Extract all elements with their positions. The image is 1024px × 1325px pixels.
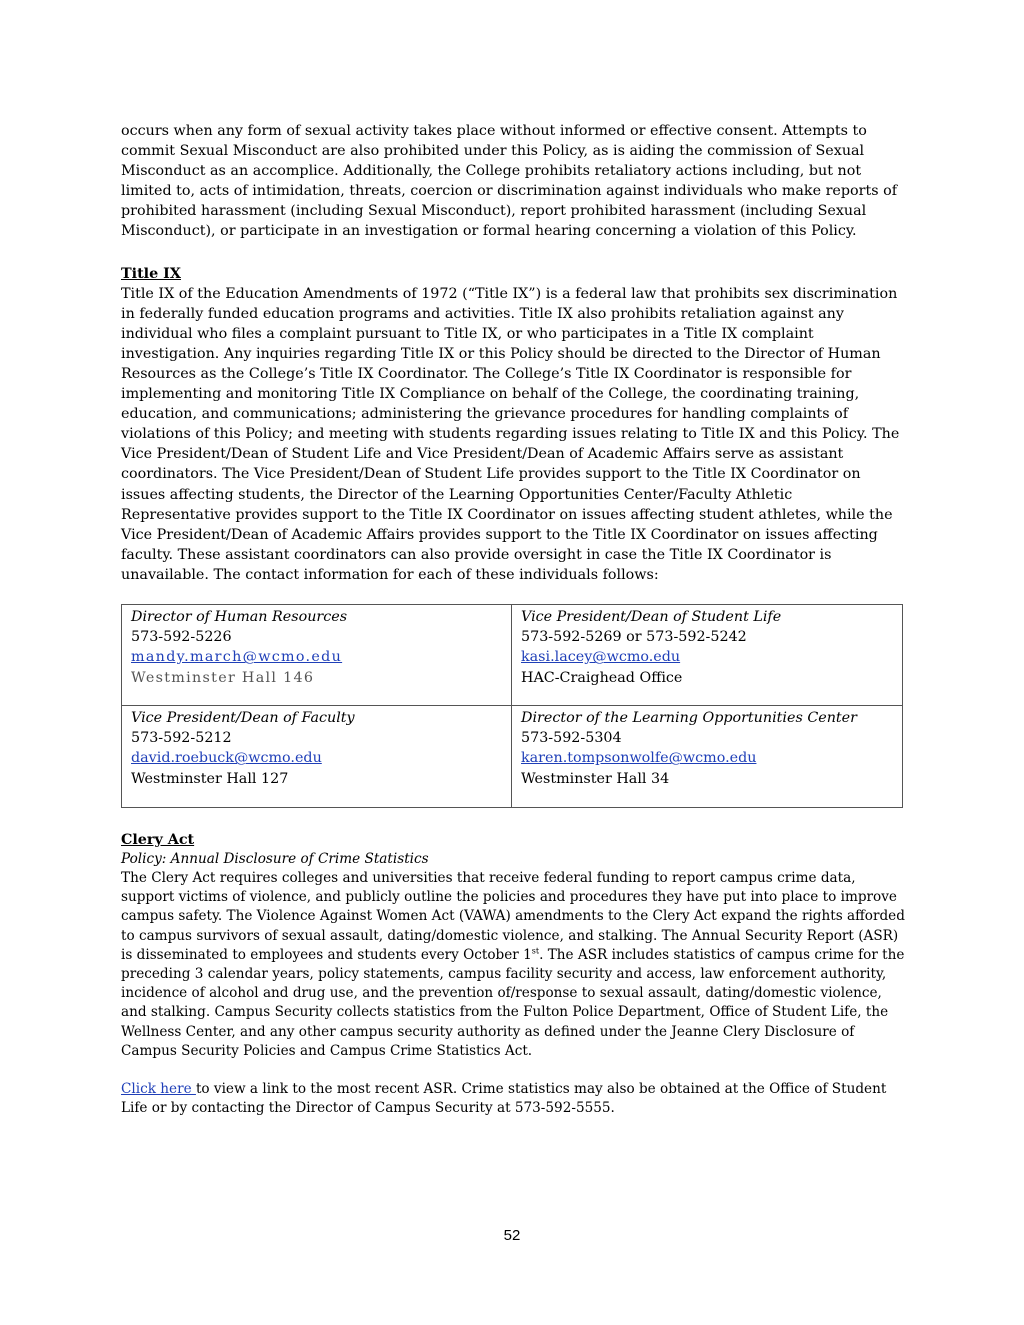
clery-act-subtitle: Policy: Annual Disclosure of Crime Statistics bbox=[121, 850, 429, 867]
contact-phone: 573-592-5269 or 573-592-5242 bbox=[521, 629, 747, 646]
contact-phone: 573-592-5226 bbox=[131, 629, 232, 646]
clery-text-part: The Clery Act requires colleges and universities that receive federal funding to report campus crime data, support victims of violence, and publicly outline the policies and procedures they have put into place to improve campus safety. The Violence Against Women Act (VAWA) amendments to the Clery Act expand the rights afforded to campus survivors of sexual assault, dating/domestic violence, and stalking. The Annual Security Report (ASR) is disseminated to employees and students every October 1 bbox=[121, 869, 905, 963]
title-ix-paragraph: Title IX of the Education Amendments of 1972 (“Title IX”) is a federal law that prohibits sex discrimination in federally funded education programs and activities. Title IX also prohibits retaliation against any individual who files a complaint pursuant to Title IX, or who participates in a Title IX complaint investigation. Any inquiries regarding Title IX or this Policy should be directed to the Director of Human Resources as the College’s Title IX Coordinator. The College’s Title IX Coordinator is responsible for implementing and monitoring Title IX Compliance on behalf of the College, the coordinating training, education, and communications; administering the grievance procedures for handling complaints of violations of this Policy; and meeting with students regarding issues relating to Title IX and this Policy. The Vice President/Dean of Student Life and Vice President/Dean of Academic Affairs serve as assistant coordinators. The Vice President/Dean of Student Life provides support to the Title IX Coordinator on issues affecting students, the Director of the Learning Opportunities Center/Faculty Athletic Representative provides support to the Title IX Coordinator on issues affecting student athletes, while the Vice President/Dean of Academic Affairs provides support to the Title IX Coordinator on issues affecting faculty. These assistant coordinators can also provide oversight in case the Title IX Coordinator is unavailable. The contact information for each of these individuals follows: bbox=[121, 285, 900, 583]
contact-phone: 573-592-5212 bbox=[131, 730, 232, 747]
intro-paragraph: occurs when any form of sexual activity takes place without informed or effective consent. Attempts to commit Sexual Misconduct are also prohibited under this Policy, as is aiding the commission of Sexual Misconduct as an accomplice. Additionally, the College prohibits retaliatory actions including, but not limited to, acts of intimidation, threats, coercion or discrimination against individuals who make reports of prohibited harassment (including Sexual Misconduct), report prohibited harassment (including Sexual Misconduct), or participate in an investigation or formal hearing concerning a violation of this Policy. bbox=[121, 123, 897, 240]
contact-office: Westminster Hall 127 bbox=[131, 770, 289, 787]
clery-text-part: . The ASR includes statistics of campus crime for the preceding 3 calendar years, policy statements, campus facility security and access, law enforcement authority, incidence of alcohol and drug use, and the prevention of/response to sexual assault, dating/domestic violence, and stalking. Campus Security collects statistics from the Fulton Police Department, Office of Student Life, the Wellness Center, and any other campus security authority as defined under the Jeanne Clery Disclosure of Campus Security Policies and Campus Crime Statistics Act. bbox=[121, 946, 905, 1059]
contact-office: Westminster Hall 146 bbox=[131, 669, 315, 686]
asr-link-paragraph bbox=[121, 1080, 906, 1118]
contact-role: Director of Human Resources bbox=[131, 608, 348, 625]
contact-email-link[interactable]: kasi.lacey@wcmo.edu bbox=[521, 649, 681, 666]
click-here-link[interactable]: Click here bbox=[121, 1081, 196, 1097]
contact-email-link[interactable]: david.roebuck@wcmo.edu bbox=[131, 750, 322, 767]
page-number: 52 bbox=[503, 1227, 521, 1244]
contact-cell-student-life bbox=[512, 605, 903, 706]
contact-role: Vice President/Dean of Faculty bbox=[131, 709, 355, 726]
ordinal-suffix: st bbox=[531, 946, 540, 956]
clery-act-paragraph bbox=[121, 869, 906, 1061]
contact-office: HAC-Craighead Office bbox=[521, 669, 683, 686]
contact-cell-learning-center bbox=[512, 706, 903, 807]
asr-link-text: to view a link to the most recent ASR. Crime statistics may also be obtained at the Office of Student Life or by contacting the Director of Campus Security at 573-592-5555. bbox=[121, 1081, 887, 1117]
contact-email-link[interactable]: karen.tompsonwolfe@wcmo.edu bbox=[521, 750, 757, 767]
contact-email-link[interactable]: mandy.march@wcmo.edu bbox=[131, 649, 343, 666]
document-page bbox=[121, 121, 906, 1118]
title-ix-heading: Title IX bbox=[121, 265, 181, 282]
contact-role: Vice President/Dean of Student Life bbox=[521, 608, 782, 625]
contact-table bbox=[121, 604, 903, 808]
clery-act-heading: Clery Act bbox=[121, 831, 195, 848]
contact-phone: 573-592-5304 bbox=[521, 730, 622, 747]
contact-role: Director of the Learning Opportunities Center bbox=[521, 709, 857, 726]
contact-cell-faculty bbox=[122, 706, 512, 807]
contact-office: Westminster Hall 34 bbox=[521, 770, 670, 787]
contact-cell-hr bbox=[122, 605, 512, 706]
